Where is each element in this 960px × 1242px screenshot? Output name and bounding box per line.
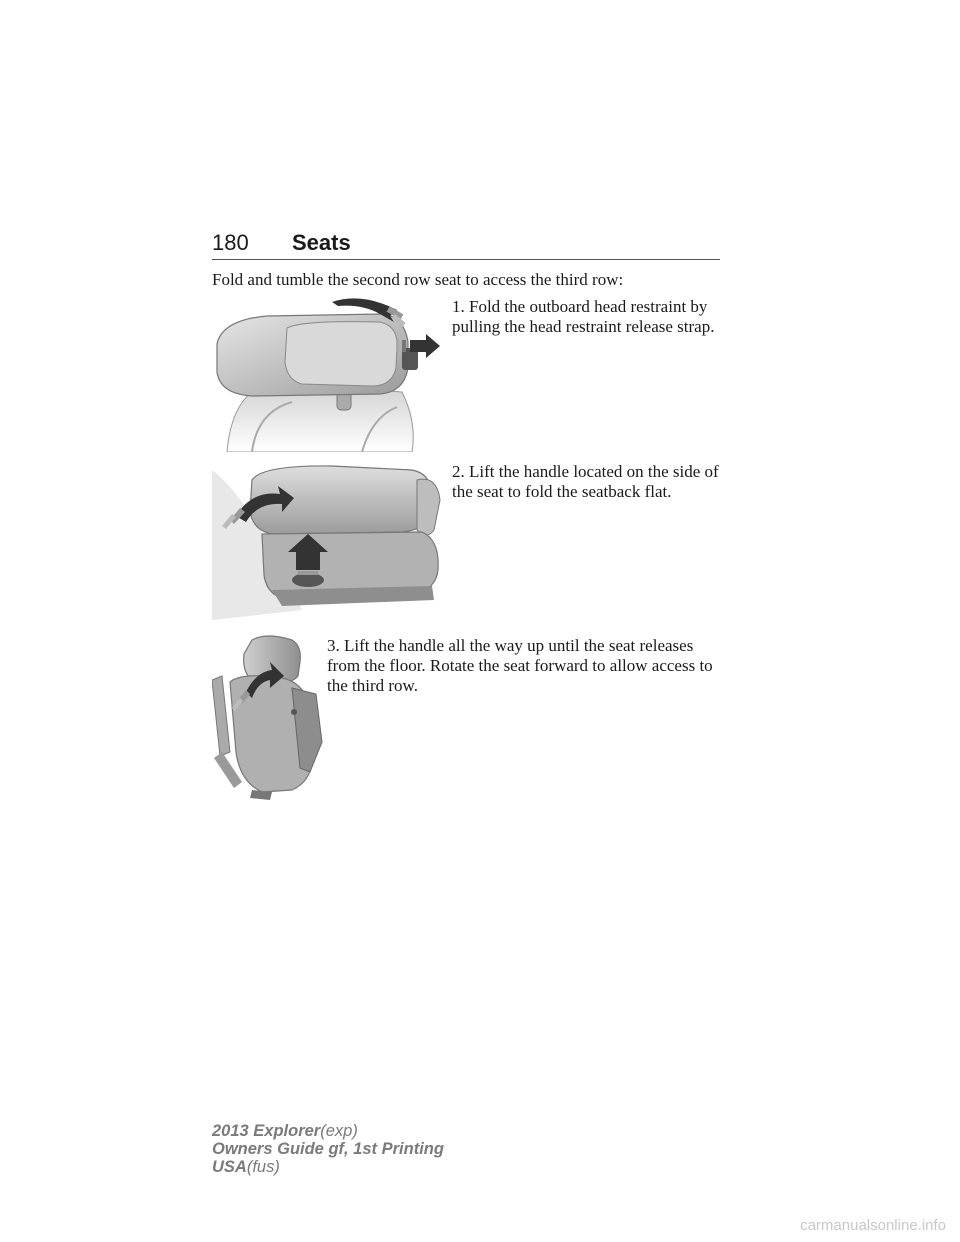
intro-paragraph: Fold and tumble the second row seat to access the third row:	[212, 270, 624, 289]
page-header	[212, 228, 720, 264]
page-number: 180	[212, 230, 249, 255]
footer-market-code: (fus)	[246, 1158, 280, 1176]
footer-market: USA	[212, 1158, 247, 1176]
watermark: carmanualsonline.info	[800, 1217, 946, 1234]
page-footer	[212, 1122, 444, 1176]
seat-tumble-illustration	[212, 632, 324, 802]
footer-model-code: (exp)	[320, 1122, 358, 1140]
step-2-text: 2. Lift the handle located on the side of the seat to fold the seatback flat.	[452, 462, 719, 501]
seat-release-handle	[292, 573, 324, 587]
footer-guide: Owners Guide gf, 1st Printing	[212, 1140, 444, 1158]
header-divider	[212, 259, 720, 260]
head-restraint-fold-illustration	[212, 292, 442, 452]
footer-line-model	[212, 1122, 444, 1140]
seatback-fold-illustration	[212, 460, 447, 620]
section-title: Seats	[292, 230, 351, 255]
footer-line-guide	[212, 1140, 444, 1158]
footer-model: 2013 Explorer	[212, 1122, 321, 1140]
footer-line-market	[212, 1158, 444, 1176]
step-1-text: 1. Fold the outboard head restraint by pulling the head restraint release strap.	[452, 297, 715, 336]
step-3-text: 3. Lift the handle all the way up until the seat releases from the floor. Rotate the seat forward to allow access to the third row.	[327, 636, 713, 695]
